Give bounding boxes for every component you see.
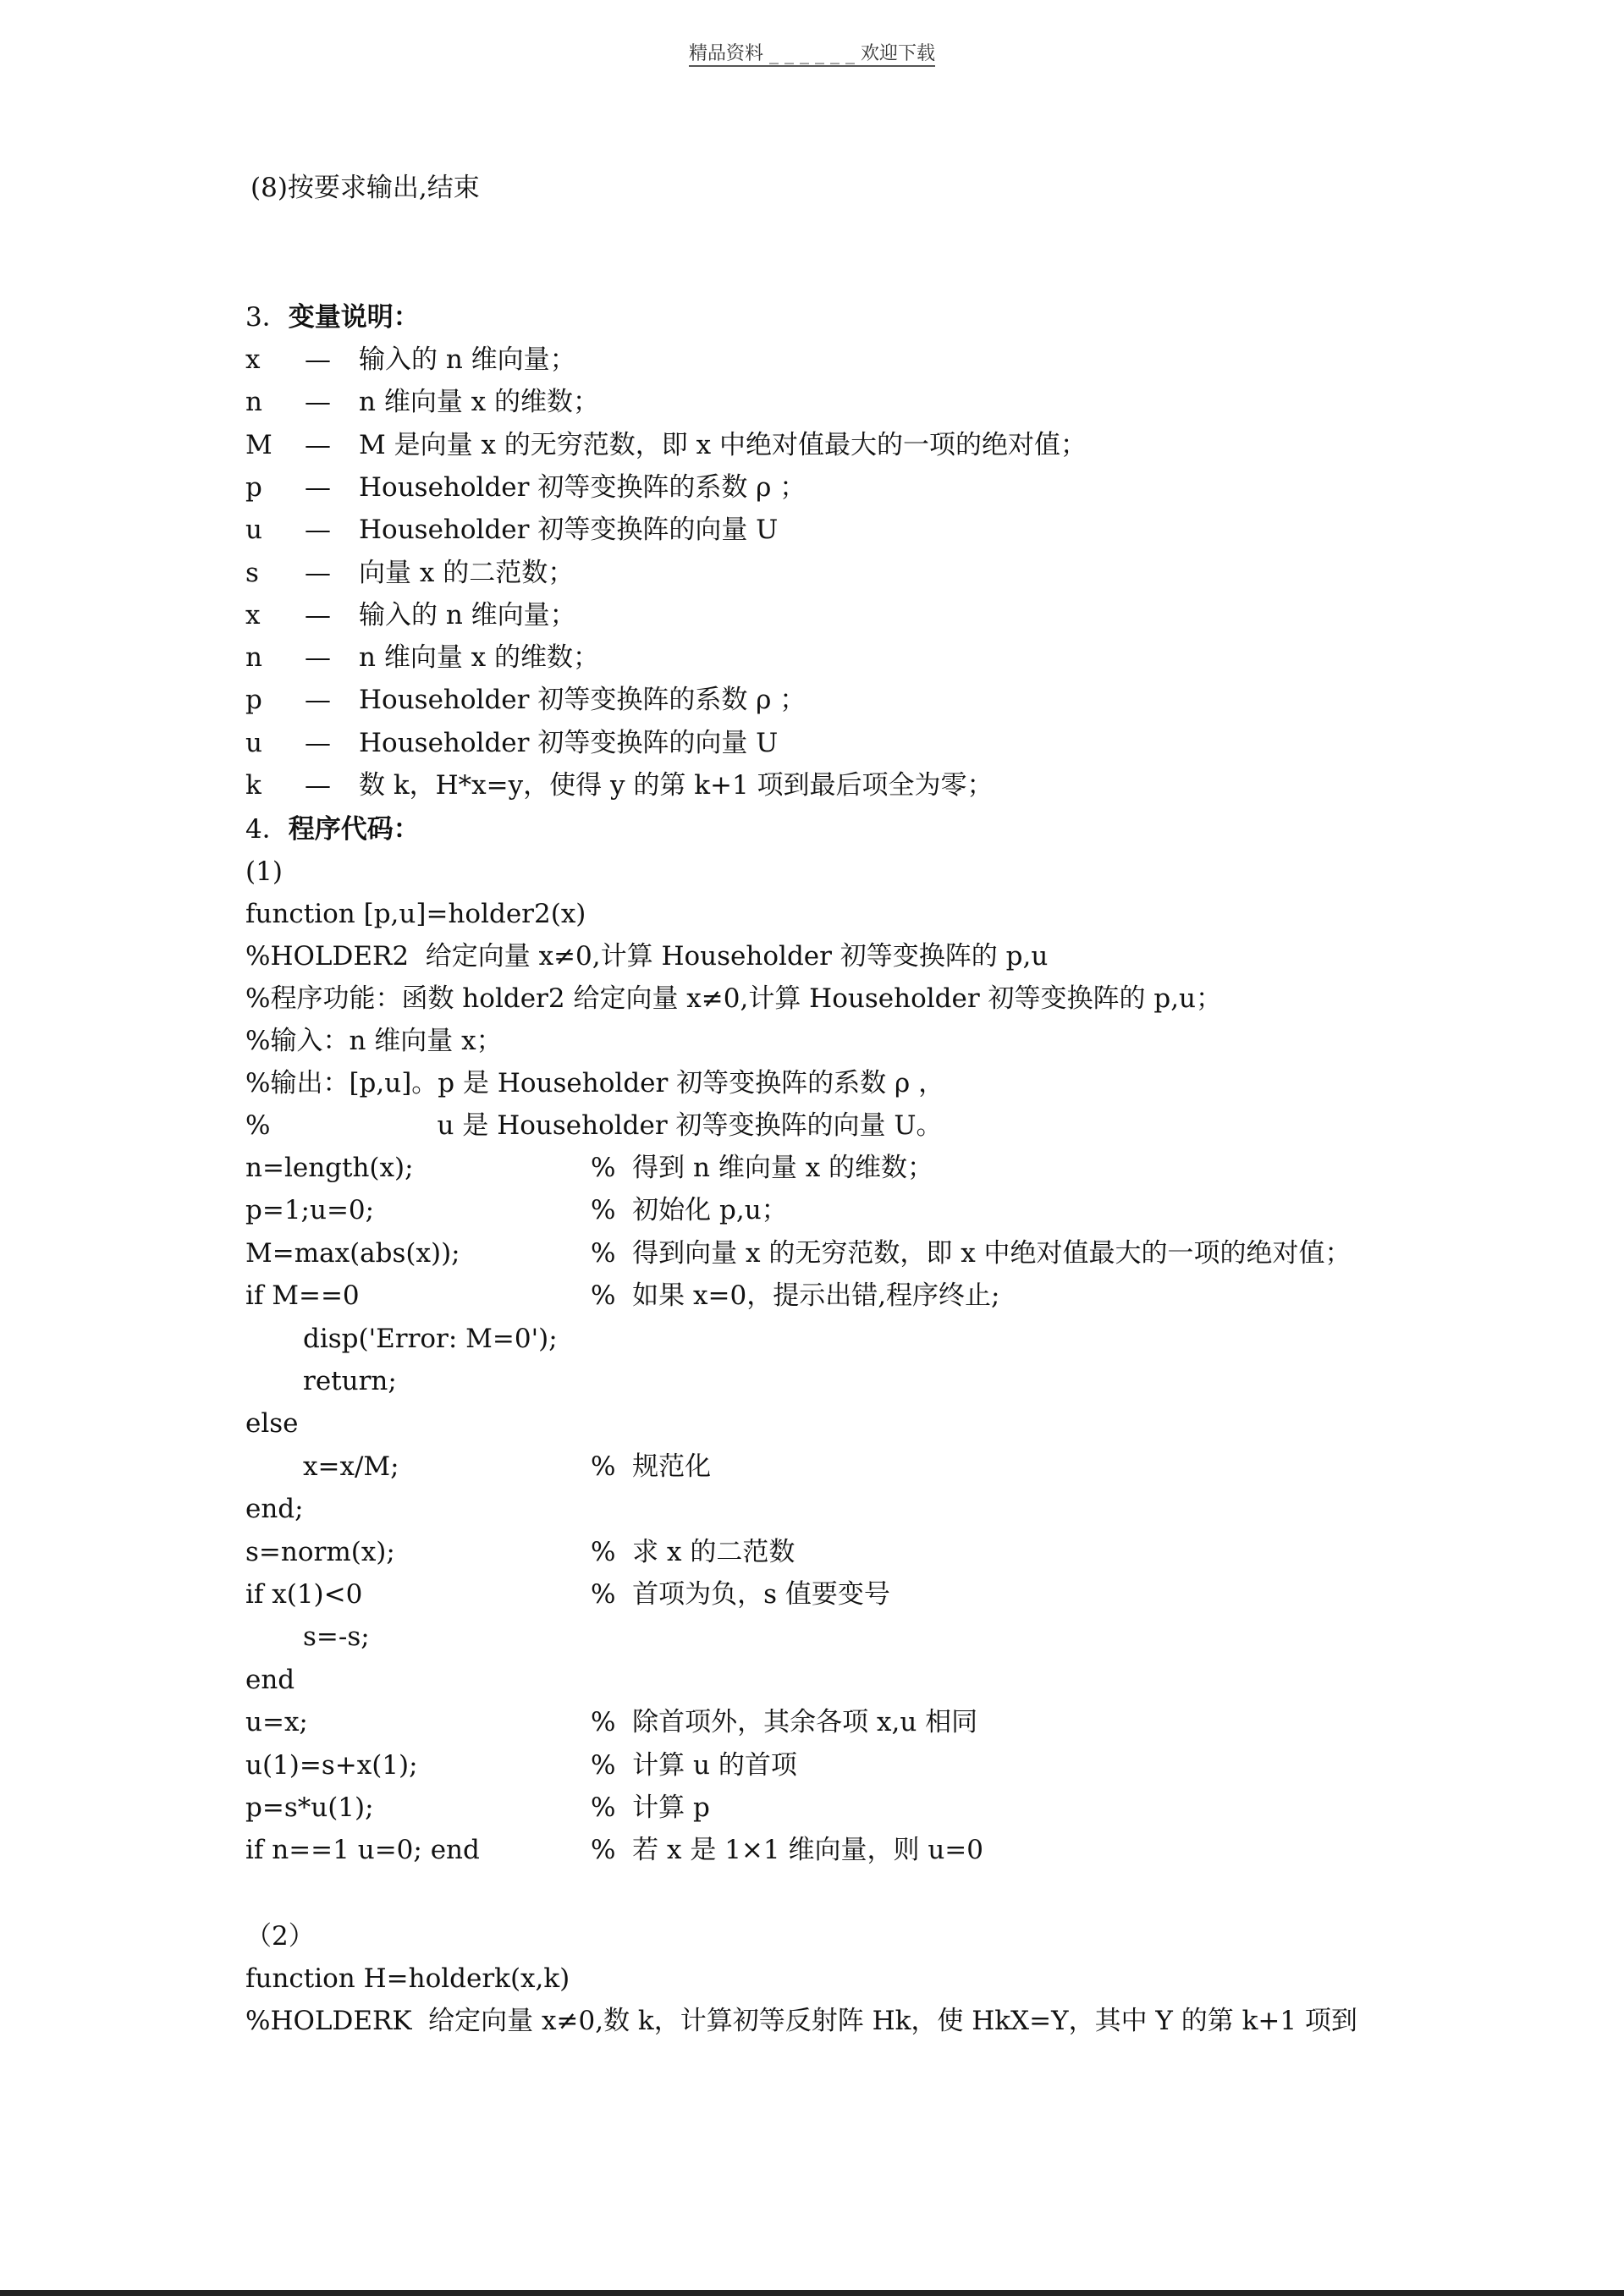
function-header-line: %HOLDER2 给定向量 x≠0,计算 Householder 初等变换阵的 p,u (245, 941, 1049, 972)
page-header (0, 39, 1624, 65)
code-comment: % 得到 n 维向量 x 的维数； (591, 1153, 934, 1183)
code-statement: u=x; (245, 1707, 308, 1738)
variable-description: Householder 初等变换阵的向量 U (359, 727, 779, 758)
variable-dash: — (305, 685, 331, 716)
variable-description: M 是向量 x 的无穷范数，即 x 中绝对值最大的一项的绝对值； (359, 429, 1087, 460)
variable-name: M (245, 429, 273, 460)
function-2-line: %HOLDERK 给定向量 x≠0,数 k，计算初等反射阵 Hk，使 HkX=Y，其中 Y 的第 k+1 项到 (245, 2006, 1357, 2036)
code-statement: else (245, 1408, 299, 1440)
code-statement: end; (245, 1494, 304, 1525)
section-3-heading (245, 300, 420, 334)
code-statement: if x(1)<0 (245, 1579, 363, 1610)
variable-name: p (245, 685, 262, 716)
variable-dash: — (305, 557, 331, 588)
code-comment: % 若 x 是 1×1 维向量，则 u=0 (591, 1835, 984, 1866)
variable-description: 输入的 n 维向量； (359, 344, 576, 375)
function-header-line: %程序功能：函数 holder2 给定向量 x≠0,计算 Householder 初等变换阵的 p,u； (245, 983, 1223, 1014)
header-text: 精品资料 _ _ _ _ _ _ 欢迎下载 (689, 43, 935, 67)
section-4-number: 4． (245, 814, 289, 845)
variable-dash: — (305, 770, 331, 801)
code-comment: % 得到向量 x 的无穷范数，即 x 中绝对值最大的一项的绝对值； (591, 1237, 1351, 1269)
function-2-line: function H=holderk(x,k) (245, 1963, 570, 1994)
part-1-label: (1) (245, 856, 283, 887)
code-comment: % 初始化 p,u； (591, 1195, 788, 1226)
code-statement: M=max(abs(x)); (245, 1237, 460, 1269)
function-header-line: %输入：n 维向量 x； (245, 1026, 503, 1056)
section-4-heading (245, 812, 420, 846)
function-header-line: function [p,u]=holder2(x) (245, 899, 586, 929)
variable-dash: — (305, 515, 331, 546)
variable-name: k (245, 770, 261, 801)
code-statement: return; (303, 1366, 397, 1396)
variable-name: s (245, 557, 259, 588)
variable-description: 输入的 n 维向量； (359, 599, 576, 630)
variable-description: Householder 初等变换阵的系数 ρ ； (359, 471, 806, 503)
code-statement: disp('Error: M=0'); (303, 1323, 558, 1354)
variable-description: 向量 x 的二范数； (359, 557, 575, 588)
variable-dash: — (305, 642, 331, 674)
part-2-label: （2） (245, 1921, 315, 1952)
code-comment: % 计算 u 的首项 (591, 1749, 797, 1781)
section-4-title: 程序代码： (288, 814, 420, 845)
code-comment: % 规范化 (591, 1451, 712, 1482)
variable-description: Householder 初等变换阵的系数 ρ ； (359, 685, 806, 716)
code-statement: x=x/M; (303, 1451, 399, 1482)
variable-dash: — (305, 344, 331, 375)
variable-name: u (245, 515, 262, 546)
variable-name: x (245, 599, 261, 630)
variable-description: Householder 初等变换阵的向量 U (359, 515, 779, 546)
code-comment: % 求 x 的二范数 (591, 1536, 795, 1567)
code-statement: u(1)=s+x(1); (245, 1749, 418, 1781)
variable-name: p (245, 471, 262, 503)
variable-description: n 维向量 x 的维数； (359, 387, 600, 418)
variable-name: u (245, 727, 262, 758)
function-header-line: %输出：[p,u]。p 是 Householder 初等变换阵的系数 ρ ， (245, 1068, 945, 1098)
variable-dash: — (305, 727, 331, 758)
section-3-title: 变量说明： (288, 302, 420, 333)
code-statement: p=1;u=0; (245, 1195, 375, 1226)
page-bottom-rule (0, 2290, 1624, 2296)
code-statement: s=-s; (303, 1622, 370, 1653)
variable-dash: — (305, 387, 331, 418)
code-comment: % 首项为负，s 值要变号 (591, 1579, 890, 1610)
variable-name: n (245, 387, 262, 418)
code-comment: % 如果 x=0，提示出错,程序终止; (591, 1280, 1000, 1312)
section-3-number: 3． (245, 302, 289, 333)
code-statement: if n==1 u=0; end (245, 1835, 480, 1866)
step-8-text: (8)按要求输出,结束 (250, 173, 480, 203)
variable-name: x (245, 344, 261, 375)
variable-description: 数 k，H*x=y，使得 y 的第 k+1 项到最后项全为零； (359, 770, 994, 801)
variable-name: n (245, 642, 262, 674)
variable-description: n 维向量 x 的维数； (359, 642, 600, 674)
variable-dash: — (305, 429, 331, 460)
code-comment: % 计算 p (591, 1792, 710, 1823)
variable-dash: — (305, 471, 331, 503)
code-statement: s=norm(x); (245, 1536, 395, 1567)
code-statement: p=s*u(1); (245, 1792, 374, 1823)
variable-dash: — (305, 599, 331, 630)
code-statement: if M==0 (245, 1280, 360, 1312)
function-header-line: % u 是 Householder 初等变换阵的向量 U。 (245, 1110, 943, 1141)
code-statement: n=length(x); (245, 1153, 414, 1183)
code-comment: % 除首项外，其余各项 x,u 相同 (591, 1707, 978, 1738)
code-statement: end (245, 1664, 295, 1695)
